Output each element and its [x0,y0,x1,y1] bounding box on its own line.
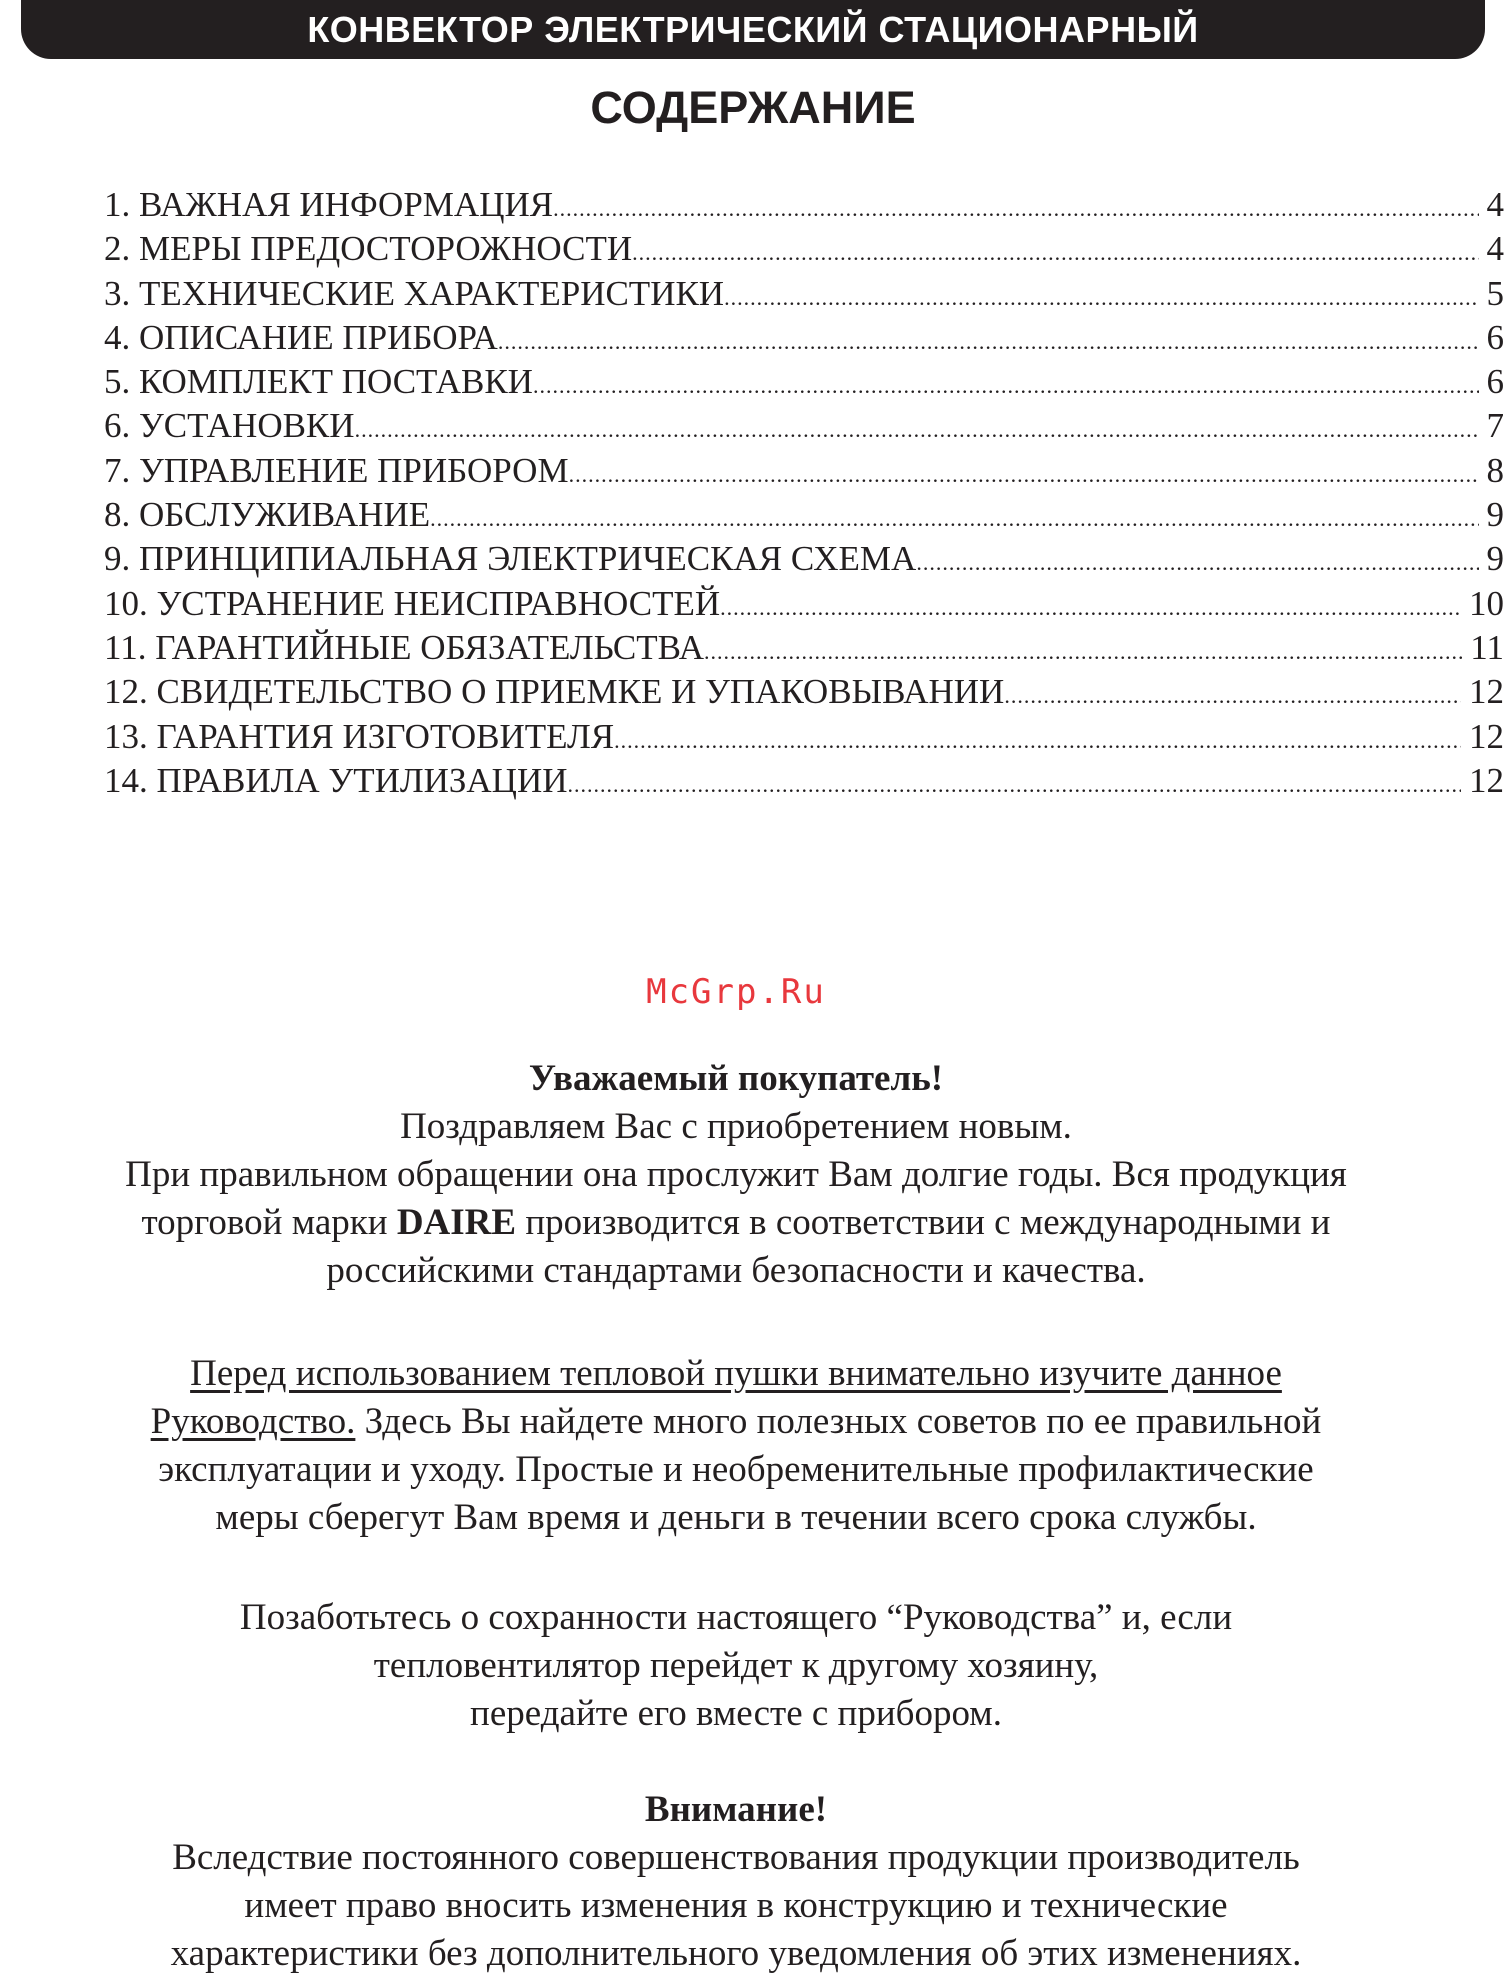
contents-title: СОДЕРЖАНИЕ [590,82,916,133]
toc-leader-dots [355,408,1479,452]
manual-line: меры сберегут Вам время и деньги в течении всего срока службы. [215,1497,1257,1538]
toc-leader-dots [569,453,1479,497]
manual-line: эксплуатации и уходу. Простые и необременительные профилактические [158,1449,1314,1490]
toc-item-title: 8. ОБСЛУЖИВАНИЕ [104,495,431,535]
toc-item[interactable] [104,449,1504,493]
toc-item-title: 7. УПРАВЛЕНИЕ ПРИБОРОМ [104,450,569,490]
toc-item-page: 6 [1486,317,1504,357]
manual-line [0,1398,1472,1446]
toc-item-page: 10 [1469,583,1504,623]
toc-item[interactable] [104,715,1504,759]
toc-leader-dots [632,231,1478,275]
toc-item-title: 11. ГАРАНТИЙНЫЕ ОБЯЗАТЕЛЬСТВА [104,627,704,667]
toc-item-title: 13. ГАРАНТИЯ ИЗГОТОВИТЕЛЯ [104,716,615,756]
toc-leader-dots [568,763,1461,807]
toc-leader-dots [553,187,1478,231]
attention-line: характеристики без дополнительного уведомления об этих изменениях. [170,1933,1302,1974]
toc-leader-dots [704,630,1462,674]
toc-item-page: 9 [1486,539,1504,579]
toc-leader-dots [614,719,1461,763]
toc-item[interactable] [104,316,1504,360]
toc-leader-dots [1004,674,1461,718]
greeting-text: производится в соответствии с международными и [516,1202,1331,1243]
care-line: передайте его вместе с прибором. [470,1693,1002,1734]
attention-line: имеет право вносить изменения в конструкцию и технические [244,1885,1228,1926]
toc-item-page: 6 [1486,362,1504,402]
greeting-line: Поздравляем Вас с приобретением новым. [400,1106,1072,1147]
manual-line [0,1350,1472,1398]
toc-item[interactable] [104,360,1504,404]
attention-section [0,1786,1472,1978]
toc-item[interactable] [104,582,1504,626]
manual-text: Здесь Вы найдете много полезных советов по ее правильной [355,1401,1322,1442]
toc-item[interactable] [104,183,1504,227]
toc-item[interactable] [104,626,1504,670]
toc-item-title: 1. ВАЖНАЯ ИНФОРМАЦИЯ [104,185,554,224]
watermark-text: McGrp.Ru [646,972,826,1012]
toc-item[interactable] [104,537,1504,581]
toc-item-page: 4 [1486,185,1504,224]
toc-item-page: 12 [1469,672,1504,712]
toc-item[interactable] [104,227,1504,271]
toc-item-title: 3. ТЕХНИЧЕСКИЕ ХАРАКТЕРИСТИКИ [104,273,725,313]
toc-leader-dots [916,541,1478,585]
attention-line: Вследствие постоянного совершенствования продукции производитель [172,1837,1300,1878]
toc-item-page: 12 [1469,716,1504,756]
toc-item[interactable] [104,404,1504,448]
toc-leader-dots [724,276,1478,320]
toc-leader-dots [498,320,1479,364]
toc-leader-dots [720,586,1461,630]
toc-leader-dots [430,497,1478,541]
toc-item-title: 5. КОМПЛЕКТ ПОСТАВКИ [104,362,533,402]
toc-item-page: 5 [1486,273,1504,313]
care-line: Позаботьтесь о сохранности настоящего “Руководства” и, если [239,1597,1233,1638]
greeting-text: торговой марки [141,1202,397,1243]
toc-item[interactable] [104,759,1504,803]
toc-item-title: 6. УСТАНОВКИ [104,406,355,446]
toc-item-title: 14. ПРАВИЛА УТИЛИЗАЦИИ [104,760,568,800]
greeting-line: При правильном обращении она прослужит Вам долгие годы. Вся продукция [125,1154,1347,1195]
toc-item-title: 9. ПРИНЦИПИАЛЬНАЯ ЭЛЕКТРИЧЕСКАЯ СХЕМА [104,539,917,579]
toc-item-title: 12. СВИДЕТЕЛЬСТВО О ПРИЕМКЕ И УПАКОВЫВАНИИ [104,672,1005,712]
manual-notice-section [0,1350,1472,1542]
brand-name: DAIRE [396,1202,517,1243]
header-banner [21,0,1485,59]
table-of-contents [104,183,1504,803]
toc-item[interactable] [104,493,1504,537]
toc-item-page: 9 [1486,495,1504,535]
toc-item-page: 7 [1486,406,1504,446]
toc-item[interactable] [104,272,1504,316]
care-line: тепловентилятор перейдет к другому хозяину, [373,1645,1099,1686]
greeting-section [0,1055,1472,1295]
toc-item[interactable] [104,670,1504,714]
toc-item-title: 10. УСТРАНЕНИЕ НЕИСПРАВНОСТЕЙ [104,583,721,623]
care-section [0,1594,1472,1738]
manual-underlined-text: Перед использованием тепловой пушки внимательно изучите данное [190,1353,1282,1394]
toc-leader-dots [533,364,1479,408]
toc-item-page: 11 [1470,627,1504,667]
attention-heading: Внимание! [644,1789,828,1830]
toc-item-page: 8 [1486,450,1504,490]
manual-underlined-text: Руководство. [150,1401,356,1442]
toc-item-title: 4. ОПИСАНИЕ ПРИБОРА [104,317,498,357]
toc-item-page: 12 [1469,760,1504,800]
toc-item-page: 4 [1486,229,1504,269]
greeting-line [0,1199,1472,1247]
toc-item-title: 2. МЕРЫ ПРЕДОСТОРОЖНОСТИ [104,229,633,269]
greeting-line: российскими стандартами безопасности и качества. [326,1250,1146,1291]
banner-title: КОНВЕКТОР ЭЛЕКТРИЧЕСКИЙ СТАЦИОНАРНЫЙ [307,8,1199,50]
greeting-heading: Уважаемый покупатель! [528,1058,944,1099]
